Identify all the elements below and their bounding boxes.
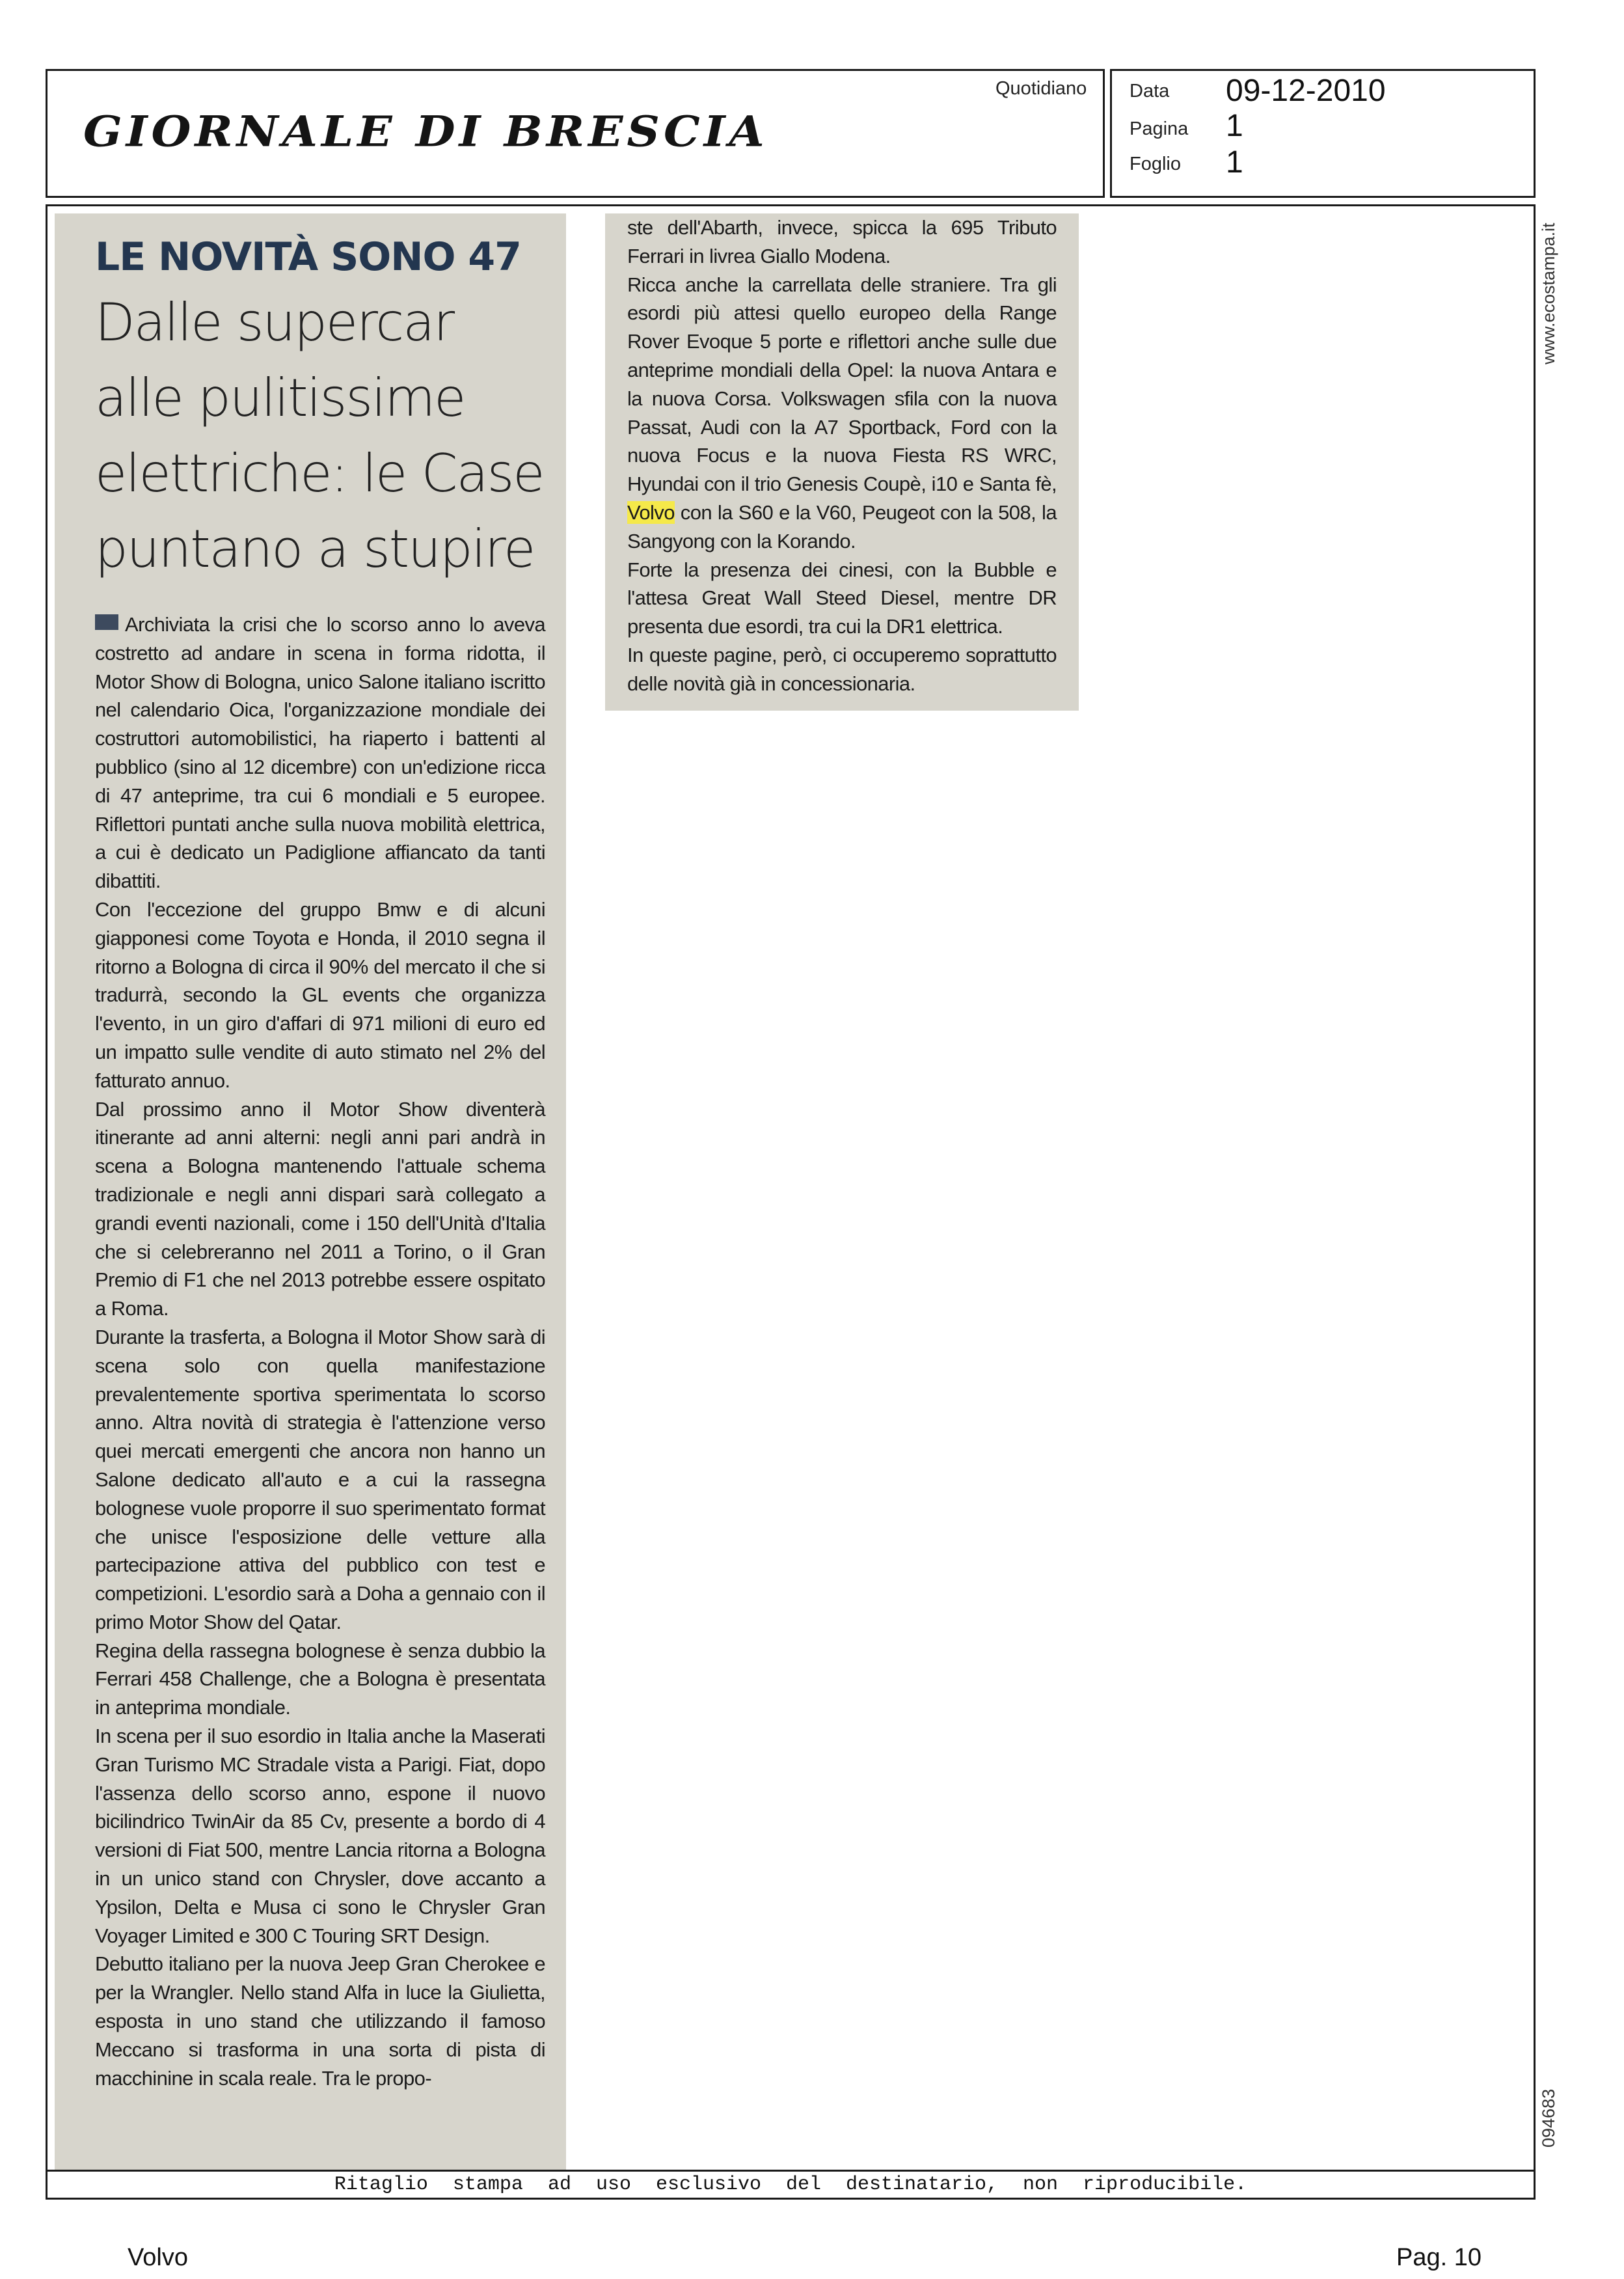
paragraph: Durante la trasferta, a Bologna il Motor Show sarà di scena solo con quella manifestazione prevalentemente sportiva sperimentata lo scorso anno. Altra novità di strategia è l'attenzione verso quei mercati emergenti che ancora non hanno un Salone dedicato all'auto e a cui la rassegna bolognese vuole proporre il suo sperimentato format che unisce l'esposizione delle vetture alla partecipazione attiva del pubblico con test e competizioni. L'esordio sarà a Doha a gennaio con il primo Motor Show del Qatar.: [95, 1325, 545, 1633]
paragraph: [627, 271, 1057, 556]
paragraph: Regina della rassegna bolognese è senza dubbio la Ferrari 458 Challenge, che a Bologna è presentata in anteprima mondiale.: [95, 1639, 545, 1719]
paragraph: In queste pagine, però, ci occuperemo soprattutto delle novità già in concessionaria.: [627, 643, 1057, 695]
page-value: 1: [1226, 109, 1243, 143]
paragraph: [95, 610, 545, 895]
publication-type: Quotidiano: [995, 78, 1087, 99]
paragraph: Con l'eccezione del gruppo Bmw e di alcuni giapponesi come Toyota e Honda, il 2010 segna il ritorno a Bologna di circa il 90% del mercato il che si tradurrà, secondo la GL events che organizza l'evento, in un giro d'affari di 971 milioni di euro ed un impatto sulle vendite di auto stimato nel 2% del fatturato annuo.: [95, 897, 545, 1092]
paragraph-marker-icon: [95, 614, 118, 630]
date-value: 09-12-2010: [1226, 74, 1386, 108]
paragraph-text: con la S60 e la V60, Peugeot con la 508, la Sangyong con la Korando.: [627, 500, 1057, 553]
page-label: Pagina: [1130, 118, 1189, 139]
sheet-value: 1: [1226, 145, 1243, 180]
paragraph-text: Ricca anche la carrellata delle straniere. Tra gli esordi più attesi quello europeo della Range Rover Evoque 5 porte e riflettori anche sulle due anteprime mondiali della Opel: la nuova Antara e la nuova Corsa. Volkswagen sfila con la nuova Passat, Audi con la A7 Sportback, Ford con la nuova Focus e la nuova Fiesta RS WRC, Hyundai con il trio Genesis Coupè, i10 e Santa fè,: [627, 273, 1057, 496]
side-code: 094683: [1539, 2088, 1558, 2148]
paragraph: Forte la presenza dei cinesi, con la Bubble e l'attesa Great Wall Steed Diesel, mentre DR presenta due esordi, tra cui la DR1 elettrica.: [627, 558, 1057, 638]
highlighted-keyword: Volvo: [627, 500, 675, 524]
clipping-right-column: [605, 213, 1079, 711]
paragraph: Dal prossimo anno il Motor Show diventerà itinerante ad anni alterni: negli anni pari andrà in scena a Bologna mantenendo l'attuale schema tradizionale e negli anni dispari sarà collegato a grandi eventi nazionali, come i 150 dell'Unità d'Italia che si celebreranno nel 2011 a Torino, o il Gran Premio di F1 che nel 2013 potrebbe essere ospitato a Roma.: [95, 1097, 545, 1320]
side-url: www.ecostampa.it: [1539, 223, 1558, 364]
date-label: Data: [1130, 81, 1170, 102]
article-body-left: [95, 610, 545, 2092]
article-body-right: [627, 213, 1057, 698]
paragraph: ste dell'Abarth, invece, spicca la 695 Tributo Ferrari in livrea Giallo Modena.: [627, 216, 1057, 267]
paragraph: In scena per il suo esordio in Italia anche la Maserati Gran Turismo MC Stradale vista a Parigi. Fiat, dopo l'assenza dello scorso anno, espone il nuovo bicilindrico TwinAir da 85 Cv, presente a bordo di 4 versioni di Fiat 500, mentre Lancia ritorna a Bologna in un unico stand con Chrysler, dove accanto a Ypsilon, Delta e Musa ci sono le Chrysler Gran Voyager Limited e 300 C Touring SRT Design.: [95, 1725, 545, 1947]
footer-keyword: Volvo: [128, 2244, 188, 2271]
article-kicker: LE NOVITÀ SONO 47: [95, 234, 521, 280]
masthead: GIORNALE DI BRESCIA: [83, 107, 768, 157]
article-headline: Dalle supercar alle pulitissime elettriche: le Case puntano a stupire: [95, 292, 544, 579]
sheet-label: Foglio: [1130, 154, 1181, 174]
footer-page-number: Pag. 10: [1396, 2244, 1482, 2271]
disclaimer: Ritaglio stampa ad uso esclusivo del destinatario, non riproducibile.: [334, 2174, 1247, 2196]
footer-divider: [46, 2170, 1536, 2172]
paragraph-text: Archiviata la crisi che lo scorso anno lo aveva costretto ad andare in scena in forma ridotta, il Motor Show di Bologna, unico Salone italiano iscritto nel calendario Oica, l'organizzazione mondiale dei costruttori automobilistici, ha riaperto i battenti al pubblico (sino al 12 dicembre) con un'edizione ricca di 47 anteprime, tra cui 6 mondiali e 5 europee. Riflettori puntati anche sulla nuova mobilità elettrica, a cui è dedicato un Padiglione affiancato da tanti dibattiti.: [95, 613, 545, 893]
paragraph: Debutto italiano per la nuova Jeep Gran Cherokee e per la Wrangler. Nello stand Alfa in luce la Giulietta, esposta in uno stand che utilizzando il famoso Meccano si trasforma in una sorta di pista di macchinine in scala reale. Tra le propo-: [95, 1952, 545, 2090]
clipping-left-column: [55, 213, 566, 2170]
